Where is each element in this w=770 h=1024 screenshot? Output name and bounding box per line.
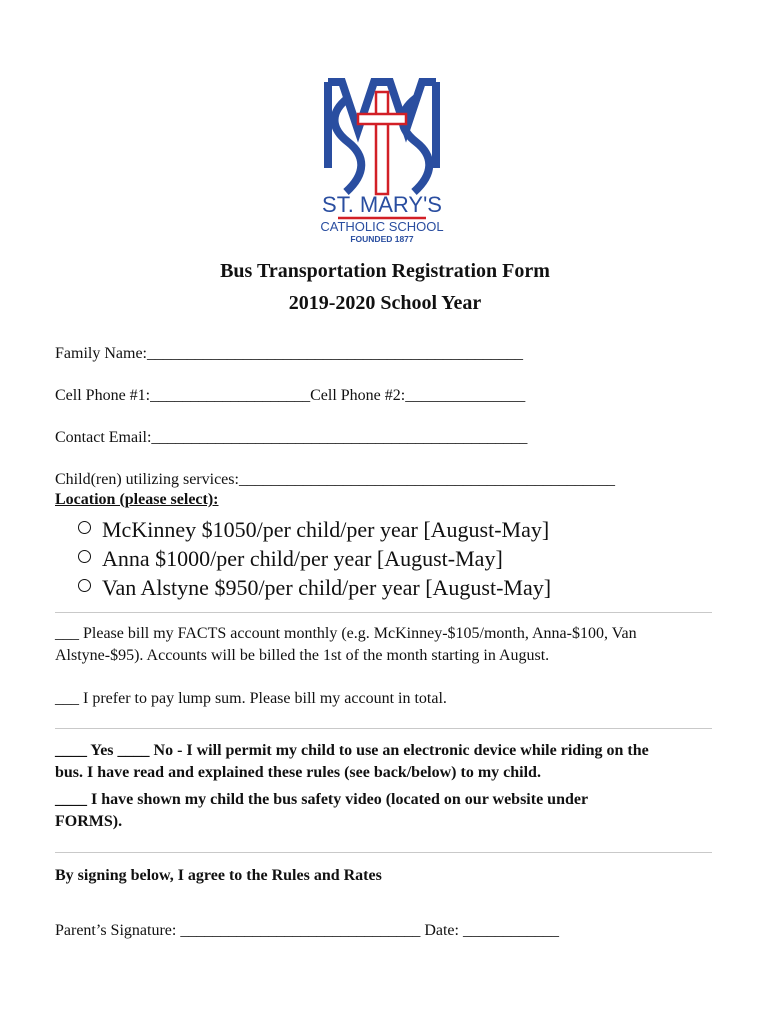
- contact-email-field[interactable]: Contact Email:_______________________________________________: [55, 429, 528, 446]
- cell-phone-fields[interactable]: Cell Phone #1:____________________Cell Phone #2:_______________: [55, 387, 526, 404]
- logo-line1: ST. MARY'S: [322, 192, 442, 217]
- divider: [55, 612, 712, 613]
- radio-circle-icon[interactable]: [78, 521, 91, 534]
- agreement-text: By signing below, I agree to the Rules and Rates: [55, 867, 382, 884]
- school-logo: [308, 68, 456, 248]
- radio-circle-icon[interactable]: [78, 579, 91, 592]
- location-label: Anna $1000/per child/per year [August-May]: [102, 546, 503, 571]
- location-label: Van Alstyne $950/per child/per year [August-May]: [102, 575, 552, 600]
- billing-lump-sum[interactable]: ___ I prefer to pay lump sum. Please bill my account in total.: [55, 690, 447, 707]
- radio-circle-icon[interactable]: [78, 550, 91, 563]
- location-label: McKinney $1050/per child/per year [August-May]: [102, 517, 550, 542]
- form-subtitle: 2019-2020 School Year: [288, 292, 482, 314]
- location-option-mckinney[interactable]: [78, 517, 549, 543]
- family-name-field[interactable]: Family Name:_______________________________________________: [55, 345, 523, 362]
- device-permission-line1[interactable]: ____ Yes ____ No - I will permit my child to use an electronic device while riding on the: [55, 742, 649, 759]
- logo-line2: CATHOLIC SCHOOL: [320, 219, 444, 234]
- children-field[interactable]: Child(ren) utilizing services:_______________________________________________: [55, 471, 615, 488]
- divider: [55, 728, 712, 729]
- form-title: Bus Transportation Registration Form: [220, 260, 550, 282]
- billing-monthly-line2: Alstyne-$95). Accounts will be billed the 1st of the month starting in August.: [55, 647, 550, 664]
- divider: [55, 852, 712, 853]
- billing-monthly-line1[interactable]: ___ Please bill my FACTS account monthly (e.g. McKinney-$105/month, Anna-$100, Van: [55, 625, 637, 642]
- safety-video-line1[interactable]: ____ I have shown my child the bus safety video (located on our website under: [55, 791, 589, 808]
- location-option-anna[interactable]: [78, 546, 503, 572]
- location-option-van-alstyne[interactable]: [78, 575, 551, 601]
- location-heading: Location (please select):: [55, 491, 219, 508]
- safety-video-line2: FORMS).: [55, 813, 123, 830]
- signature-line[interactable]: Parent’s Signature: ______________________________ Date: ____________: [55, 922, 559, 939]
- logo-line3: FOUNDED 1877: [350, 234, 414, 244]
- device-permission-line2: bus. I have read and explained these rules (see back/below) to my child.: [55, 764, 541, 781]
